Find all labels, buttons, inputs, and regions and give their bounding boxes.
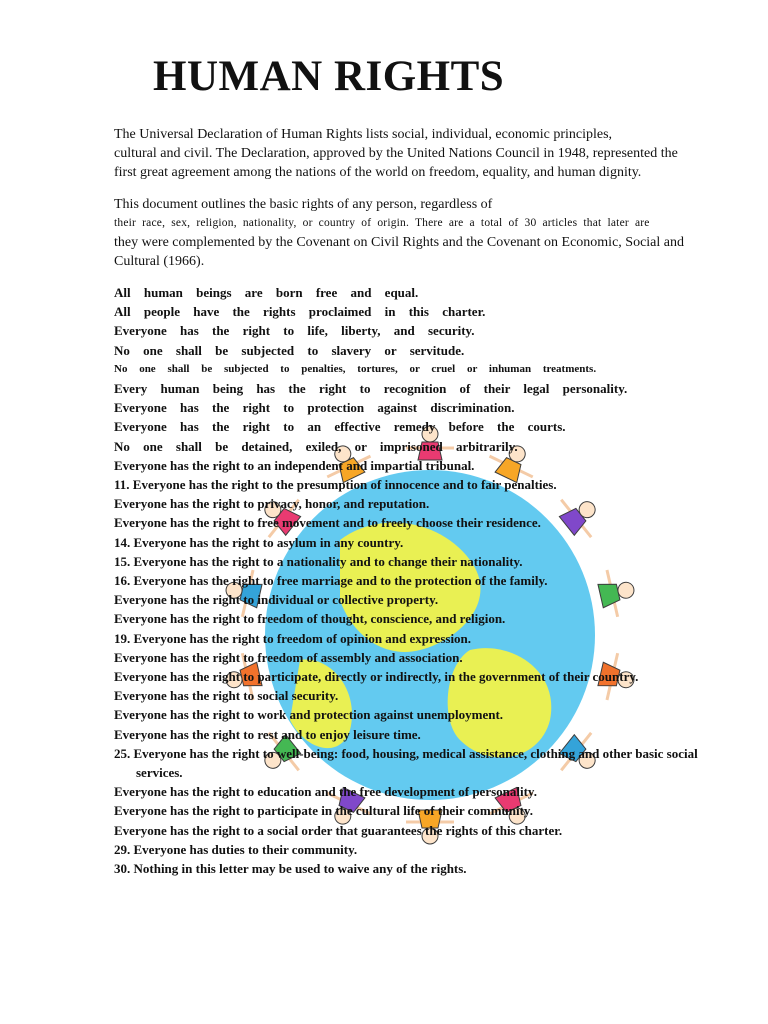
- intro-line: The Universal Declaration of Human Rights lists social, individual, economic principles,: [114, 127, 613, 142]
- right-item: 14. Everyone has the right to asylum in any country.: [114, 534, 404, 550]
- right-item: 30. Nothing in this letter may be used to waive any of the rights.: [114, 861, 467, 877]
- right-item: Everyone has the right to participate in the cultural life of their community.: [114, 803, 533, 819]
- right-item: Everyone has the right to freedom of thought, conscience, and religion.: [114, 611, 506, 627]
- right-item: Everyone has the right to an independent and impartial tribunal.: [114, 457, 475, 473]
- right-item: Everyone has the right to privacy, honor, and reputation.: [114, 496, 430, 512]
- intro-paragraph-2: [114, 195, 754, 271]
- right-item: Everyone has the right to rest and to enjoy leisure time.: [114, 726, 421, 742]
- right-item: Everyone has the right to an effective remedy before the courts.: [114, 419, 566, 435]
- page-title: HUMAN RIGHTS: [153, 53, 505, 100]
- right-item: Everyone has the right to free movement and to freely choose their residence.: [114, 515, 541, 531]
- rights-list: [114, 283, 754, 878]
- right-item: No one shall be detained, exiled, or imprisoned arbitrarily.: [114, 438, 518, 454]
- right-item: Everyone has the right to education and the free development of personality.: [114, 784, 537, 800]
- right-item: 11. Everyone has the right to the presumption of innocence and to fair penalties.: [114, 477, 557, 493]
- intro-line: cultural and civil. The Declaration, approved by the United Nations Council in 1948, represented the: [114, 146, 678, 161]
- right-item: Everyone has the right to participate, directly or indirectly, in the government of their country.: [114, 669, 639, 685]
- right-item: No one shall be subjected to penalties, tortures, or cruel or inhuman treatments.: [114, 362, 597, 375]
- intro-line: Cultural (1966).: [114, 254, 205, 269]
- intro-paragraph-1: [114, 125, 754, 182]
- right-item: 15. Everyone has the right to a nationality and to change their nationality.: [114, 553, 523, 569]
- right-item: Everyone has the right to a social order that guarantees the rights of this charter.: [114, 822, 563, 838]
- right-item: All people have the rights proclaimed in this charter.: [114, 304, 486, 320]
- right-item: Everyone has the right to life, liberty, and security.: [114, 323, 475, 339]
- right-item: 29. Everyone has duties to their community.: [114, 841, 358, 857]
- right-item: 19. Everyone has the right to freedom of opinion and expression.: [114, 630, 472, 646]
- right-item: 16. Everyone has the right to free marriage and to the protection of the family.: [114, 573, 548, 589]
- right-item: Everyone has the right to freedom of assembly and association.: [114, 649, 463, 665]
- right-item: 25. Everyone has the right to well-being: food, housing, medical assistance, clothing and other basic social services.: [114, 745, 698, 781]
- right-item: Everyone has the right to work and protection against unemployment.: [114, 707, 504, 723]
- right-item: Everyone has the right to protection against discrimination.: [114, 400, 515, 416]
- right-item: No one shall be subjected to slavery or servitude.: [114, 342, 465, 358]
- intro-line: they were complemented by the Covenant on Civil Rights and the Covenant on Economic, Social and: [114, 235, 684, 250]
- intro-line: their race, sex, religion, nationality, or country of origin. There are a total of 30 articles that later are: [114, 217, 650, 229]
- intro-line: This document outlines the basic rights of any person, regardless of: [114, 197, 493, 212]
- right-item: Every human being has the right to recognition of their legal personality.: [114, 381, 628, 397]
- right-item: All human beings are born free and equal.: [114, 285, 419, 300]
- right-item: Everyone has the right to individual or collective property.: [114, 592, 439, 608]
- intro-line: first great agreement among the nations of the world on freedom, equality, and human dignity.: [114, 165, 642, 180]
- right-item: Everyone has the right to social security.: [114, 688, 339, 704]
